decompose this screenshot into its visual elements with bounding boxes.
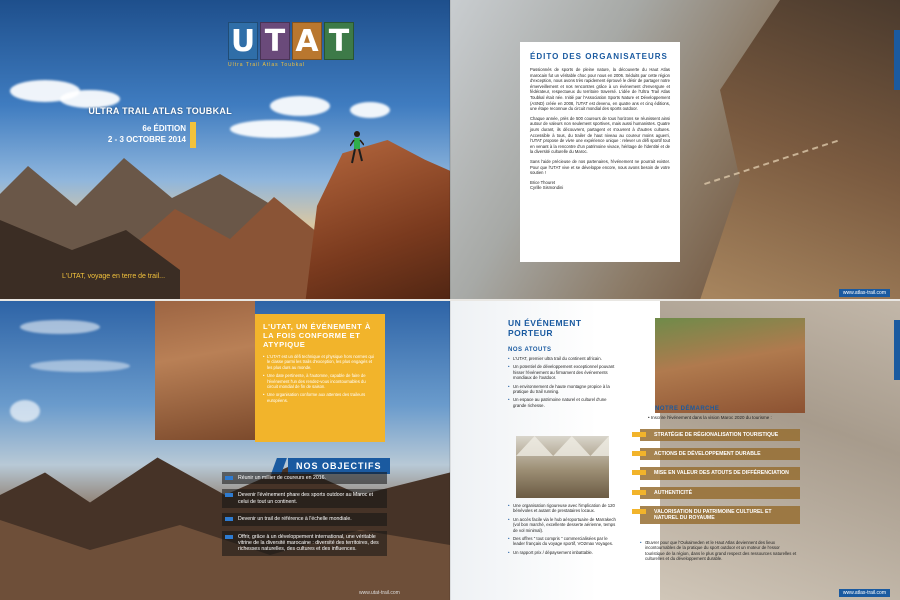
page-edge-tab <box>894 320 900 380</box>
cloud <box>270 96 330 116</box>
runners-photo <box>655 318 805 413</box>
arrow-icon <box>225 517 233 521</box>
list-item: • Œuvrer pour que l'Oukaimeden et le Haut Atlas deviennent des lieux incontournables de la pratique du sport outdoor et un moteur de l'essor touristique de la région, dans le plus grand respect des ressources naturelles et culturelles et du développement durable. <box>640 540 800 562</box>
event-title <box>508 318 582 338</box>
list-item: • Une organisation rigoureuse avec l'implication de 120 bénévoles et autant de prestataires locaux. <box>508 503 618 514</box>
demarche-item <box>640 506 800 524</box>
conforme-box <box>255 314 385 442</box>
demarche-item <box>640 448 800 460</box>
runner-figure <box>350 130 364 164</box>
utat-logo <box>228 22 368 70</box>
page-edge-tab <box>894 30 900 90</box>
list-item: • Un accès facile via le hub aéroportuaire de Marrakech (vol bon marché, excellente desserte aérienne, temps de vol minimal). <box>508 517 618 533</box>
logo-letter: U <box>228 22 258 60</box>
atouts-list <box>508 356 618 411</box>
objective-item <box>222 513 387 525</box>
objectives-list <box>222 472 387 561</box>
demarche-heading: NOTRE DÉMARCHE <box>655 406 720 412</box>
list-item: • Un rapport prix / dépaysement imbattable. <box>508 550 618 555</box>
edito-paragraph: Sans l'aide précieuse de nos partenaires, l'événement ne pourrait exister. Pour que l'UTAT vive et se développe encore, nous avons besoin de votre soutien ! <box>530 158 670 176</box>
demarche-text: ACTIONS DE DÉVELOPPEMENT DURABLE <box>654 451 761 458</box>
arrow-icon <box>632 432 646 437</box>
cover-tagline: L'UTAT, voyage en terre de trail... <box>62 273 166 280</box>
objective-item <box>222 531 387 556</box>
arrow-icon <box>632 470 646 475</box>
objective-text: Offrir, grâce à un développement international, une véritable vitrine de la diversité marocaine : diversité des territoires, des richesses naturelles, des cultures et des influences. <box>238 533 379 553</box>
logo-subtitle: Ultra Trail Atlas Toubkal <box>228 62 306 68</box>
logo-letter: T <box>260 22 290 60</box>
list-item: • Un environnement de haute montagne propice à la pratique du trail running. <box>508 384 618 395</box>
event-title-line: PORTEUR <box>508 328 554 338</box>
page-url[interactable]: www.atlas-trail.com <box>839 289 890 297</box>
arrow-icon <box>225 493 233 497</box>
canyon-photo <box>155 300 255 440</box>
arrow-icon <box>225 535 233 539</box>
logo-letter: T <box>324 22 354 60</box>
list-item: • L'UTAT est un défi technique et physique hors normes qui le classe parmi les trails d'exception, les plus engagés et les plus durs au monde. <box>263 354 377 370</box>
list-item: • Une date pertinente, à l'automne, capable de faire de l'événement l'un des rendez-vous incontournables du circuit mondial de fin de saison. <box>263 373 377 389</box>
cloud <box>30 360 130 372</box>
atouts-heading: NOS ATOUTS <box>508 347 552 353</box>
demarche-intro: • Inscrire l'événement dans la vision Maroc 2020 du tourisme : <box>648 415 772 420</box>
demarche-item <box>640 467 800 479</box>
event-page <box>450 300 900 600</box>
cloud <box>230 120 320 138</box>
objective-text: Devenir un trail de référence à l'échelle mondiale. <box>238 516 352 523</box>
list-item: • Des offres " tout compris " commercialisées par le leader français du voyage sportif, VO2max Voyages. <box>508 536 618 547</box>
cloud <box>350 102 390 118</box>
demarche-item <box>640 487 800 499</box>
signature: Cyrille Sismondini <box>530 185 564 191</box>
cover-title: ULTRA TRAIL ATLAS TOUBKAL <box>88 106 232 116</box>
cover-edition <box>62 124 186 133</box>
demarche-text: AUTHENTICITÉ <box>654 489 693 496</box>
objective-item <box>222 472 387 484</box>
edito-page <box>450 0 900 300</box>
edition-label: 6e ÉDITION <box>142 124 186 133</box>
arrow-icon <box>632 490 646 495</box>
arrow-icon <box>632 451 646 456</box>
cloud <box>20 320 100 334</box>
demarche-text: VALORISATION DU PATRIMOINE CULTUREL ET NATUREL DU ROYAUME <box>654 508 772 522</box>
arrow-icon <box>225 476 233 480</box>
logo-letter: A <box>292 22 322 60</box>
objective-text: Devenir l'événement phare des sports outdoor au Maroc et celui de tout un continent. <box>238 492 374 505</box>
edito-signatures <box>530 180 670 191</box>
demarche-footnote <box>640 540 800 562</box>
page-url[interactable]: www.utat-trail.com <box>359 590 400 596</box>
demarche-item <box>640 429 800 441</box>
arrow-icon <box>632 509 646 514</box>
conforme-title: L'UTAT, UN ÉVÉNEMENT À LA FOIS CONFORME ET ATYPIQUE <box>263 322 371 349</box>
atouts-list-continued <box>508 503 618 558</box>
event-title-line: UN ÉVÉNEMENT <box>508 318 582 328</box>
edito-paragraph: Passionnés de sports de pleine nature, la découverte du Haut Atlas marocain fut un véritable choc pour nous en 2006. Séduits par cette région d'exception, nous avons très rapidement éprouvé le désir de partager notre émerveillement et nos rencontres grâce à un événement d'envergure et fédérateur, respectueux du territoire traversé. L'idée de l'Ultra Trail Atlas Toubkal était née. Initié par l'Association Sports Nature et Développement (ASND) créée en 2008, l'UTAT est devenu, en quatre ans et cinq éditions, une étape reconnue du circuit mondial des sports outdoor. <box>530 67 670 112</box>
demarche-text: STRATÉGIE DE RÉGIONALISATION TOURISTIQUE <box>654 432 779 438</box>
edito-title: ÉDITO DES ORGANISATEURS <box>530 52 668 61</box>
demarche-list <box>640 429 800 531</box>
list-item: • Une organisation conforme aux attentes des traileurs européens. <box>263 392 377 403</box>
cover-page <box>0 0 450 300</box>
list-item: • L'UTAT, premier ultra trail du continent africain. <box>508 356 618 361</box>
edito-paragraph: Chaque année, près de 500 coureurs de tous horizons se réunissent ainsi autour de valeurs non seulement sportives, mais aussi humanistes. Quatre jours durant, ils découvrent, partagent et s'ouvrent à d'autres cultures. Accessible à tous, du trailer de haut niveau au coureur moins aguerri, l'UTAT propose de vivre une expérience unique : relever un défi sportif tout en venant à la rencontre d'un patrimoine vivace, héritage de l'identité et de la diversité culturelle du Maroc. <box>530 115 670 155</box>
page-url[interactable]: www.atlas-trail.com <box>839 589 890 597</box>
edito-box <box>520 42 680 262</box>
cloud <box>10 400 40 422</box>
conforme-list <box>263 354 377 403</box>
list-item: • Un potentiel de développement exceptionnel pouvant hisser l'événement au firmament des événements mondiaux de l'outdoor. <box>508 364 618 380</box>
objective-text: Réunir un millier de coureurs en 2016. <box>238 475 326 481</box>
cover-dates: 2 - 3 OCTOBRE 2014 <box>107 135 186 144</box>
objective-item <box>222 489 387 508</box>
signature: Brice Thouret <box>530 179 556 185</box>
spread-divider <box>0 299 900 301</box>
list-item: • Un espace au patrimoine naturel et culturel d'une grande richesse. <box>508 397 618 408</box>
objectives-page <box>0 300 450 600</box>
accent-bar <box>190 122 196 148</box>
demarche-text: MISE EN VALEUR DES ATOUTS DE DIFFÉRENCIATION <box>654 470 789 477</box>
objectives-heading: NOS OBJECTIFS <box>288 458 390 474</box>
